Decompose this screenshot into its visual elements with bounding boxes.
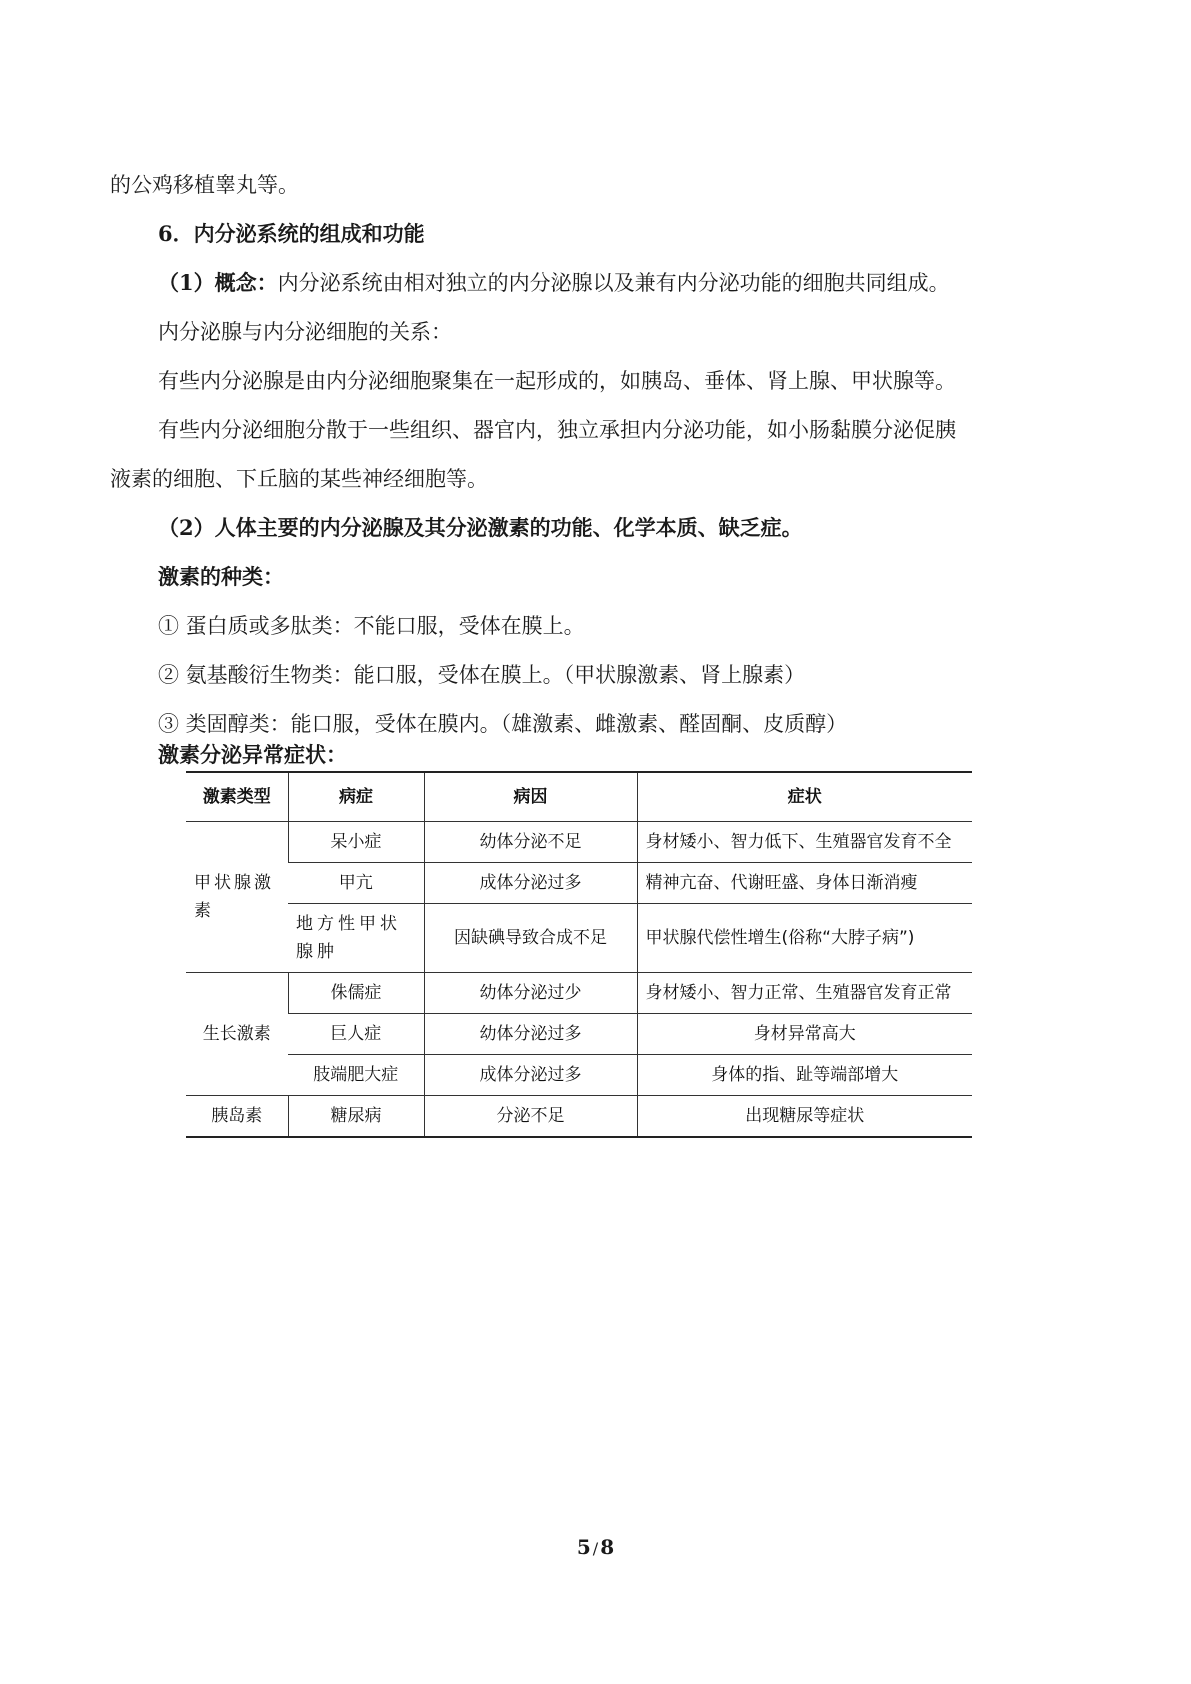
page-number: [0, 1535, 1191, 1559]
cause-cell: 成体分泌过多: [424, 863, 637, 904]
hormone-kinds-title: 激素的种类：: [158, 564, 284, 589]
symptom-cell: 出现糖尿等症状: [637, 1096, 972, 1138]
cause-cell: 因缺碘导致合成不足: [424, 904, 637, 973]
disease-cell: 肢端肥大症: [288, 1055, 424, 1096]
paragraph-continuation: 的公鸡移植睾丸等。: [110, 173, 299, 197]
disease-cell: 甲亢: [288, 863, 424, 904]
hormone-kind-2: ② 氨基酸衍生物类：能口服，受体在膜上。（甲状腺激素、肾上腺素）: [158, 663, 806, 687]
relation-paragraph: 内分泌腺与内分泌细胞的关系：: [158, 320, 452, 344]
symptom-cell: 精神亢奋、代谢旺盛、身体日渐消瘦: [637, 863, 972, 904]
abnormal-secretion-title: 激素分泌异常症状：: [158, 742, 347, 767]
symptom-cell: 身材异常高大: [637, 1014, 972, 1055]
hormone-type-cell: 胰岛素: [186, 1096, 288, 1138]
disease-cell: 呆小症: [288, 822, 424, 863]
symptom-cell: 身材矮小、智力正常、生殖器官发育正常: [637, 973, 972, 1014]
glands-paragraph: 有些内分泌腺是由内分泌细胞聚集在一起形成的，如胰岛、垂体、肾上腺、甲状腺等。: [158, 369, 956, 393]
table-row: [186, 1096, 972, 1138]
table-row: [186, 973, 972, 1014]
section-heading-6: 6．内分泌系统的组成和功能: [158, 221, 425, 246]
concept-text: 内分泌系统由相对独立的内分泌腺以及兼有内分泌功能的细胞共同组成。: [277, 271, 950, 295]
table-row: [186, 1055, 972, 1096]
concept-label: （1）概念：: [158, 270, 278, 295]
cells-paragraph-line1: 有些内分泌细胞分散于一些组织、器官内，独立承担内分泌功能，如小肠黏膜分泌促胰: [158, 418, 956, 442]
cause-cell: 幼体分泌不足: [424, 822, 637, 863]
hormone-kind-3: ③ 类固醇类：能口服，受体在膜内。（雄激素、雌激素、醛固酮、皮质醇）: [158, 712, 848, 736]
table-header-row: [186, 772, 972, 822]
header-cause: 病因: [424, 772, 637, 822]
cause-cell: 幼体分泌过多: [424, 1014, 637, 1055]
hormone-kind-1: ① 蛋白质或多肽类：不能口服，受体在膜上。: [158, 614, 585, 638]
disease-cell: 巨人症: [288, 1014, 424, 1055]
cause-cell: 分泌不足: [424, 1096, 637, 1138]
page-total: 8: [600, 1535, 615, 1559]
header-disease: 病症: [288, 772, 424, 822]
symptom-cell: 身材矮小、智力低下、生殖器官发育不全: [637, 822, 972, 863]
disease-cell: 侏儒症: [288, 973, 424, 1014]
symptom-cell: 甲状腺代偿性增生(俗称“大脖子病”): [637, 904, 972, 973]
page-current: 5: [576, 1535, 591, 1559]
concept-paragraph: [158, 268, 950, 298]
disease-cell: 糖尿病: [288, 1096, 424, 1138]
header-hormone-type: 激素类型: [186, 772, 288, 822]
disease-cell: 地方性甲状腺肿: [288, 904, 424, 973]
page-separator: /: [592, 1539, 599, 1558]
hormone-type-cell: 生长激素: [186, 973, 288, 1096]
symptom-cell: 身体的指、趾等端部增大: [637, 1055, 972, 1096]
cells-paragraph-line2: 液素的细胞、下丘脑的某些神经细胞等。: [110, 467, 488, 491]
section-heading-2: （2）人体主要的内分泌腺及其分泌激素的功能、化学本质、缺乏症。: [158, 515, 803, 540]
hormone-disorder-table: [186, 771, 972, 1138]
cause-cell: 成体分泌过多: [424, 1055, 637, 1096]
table-row: [186, 904, 972, 973]
hormone-type-cell: 甲状腺激素: [186, 822, 288, 973]
table-row: [186, 822, 972, 863]
table-row: [186, 863, 972, 904]
header-symptom: 症状: [637, 772, 972, 822]
table-row: [186, 1014, 972, 1055]
cause-cell: 幼体分泌过少: [424, 973, 637, 1014]
